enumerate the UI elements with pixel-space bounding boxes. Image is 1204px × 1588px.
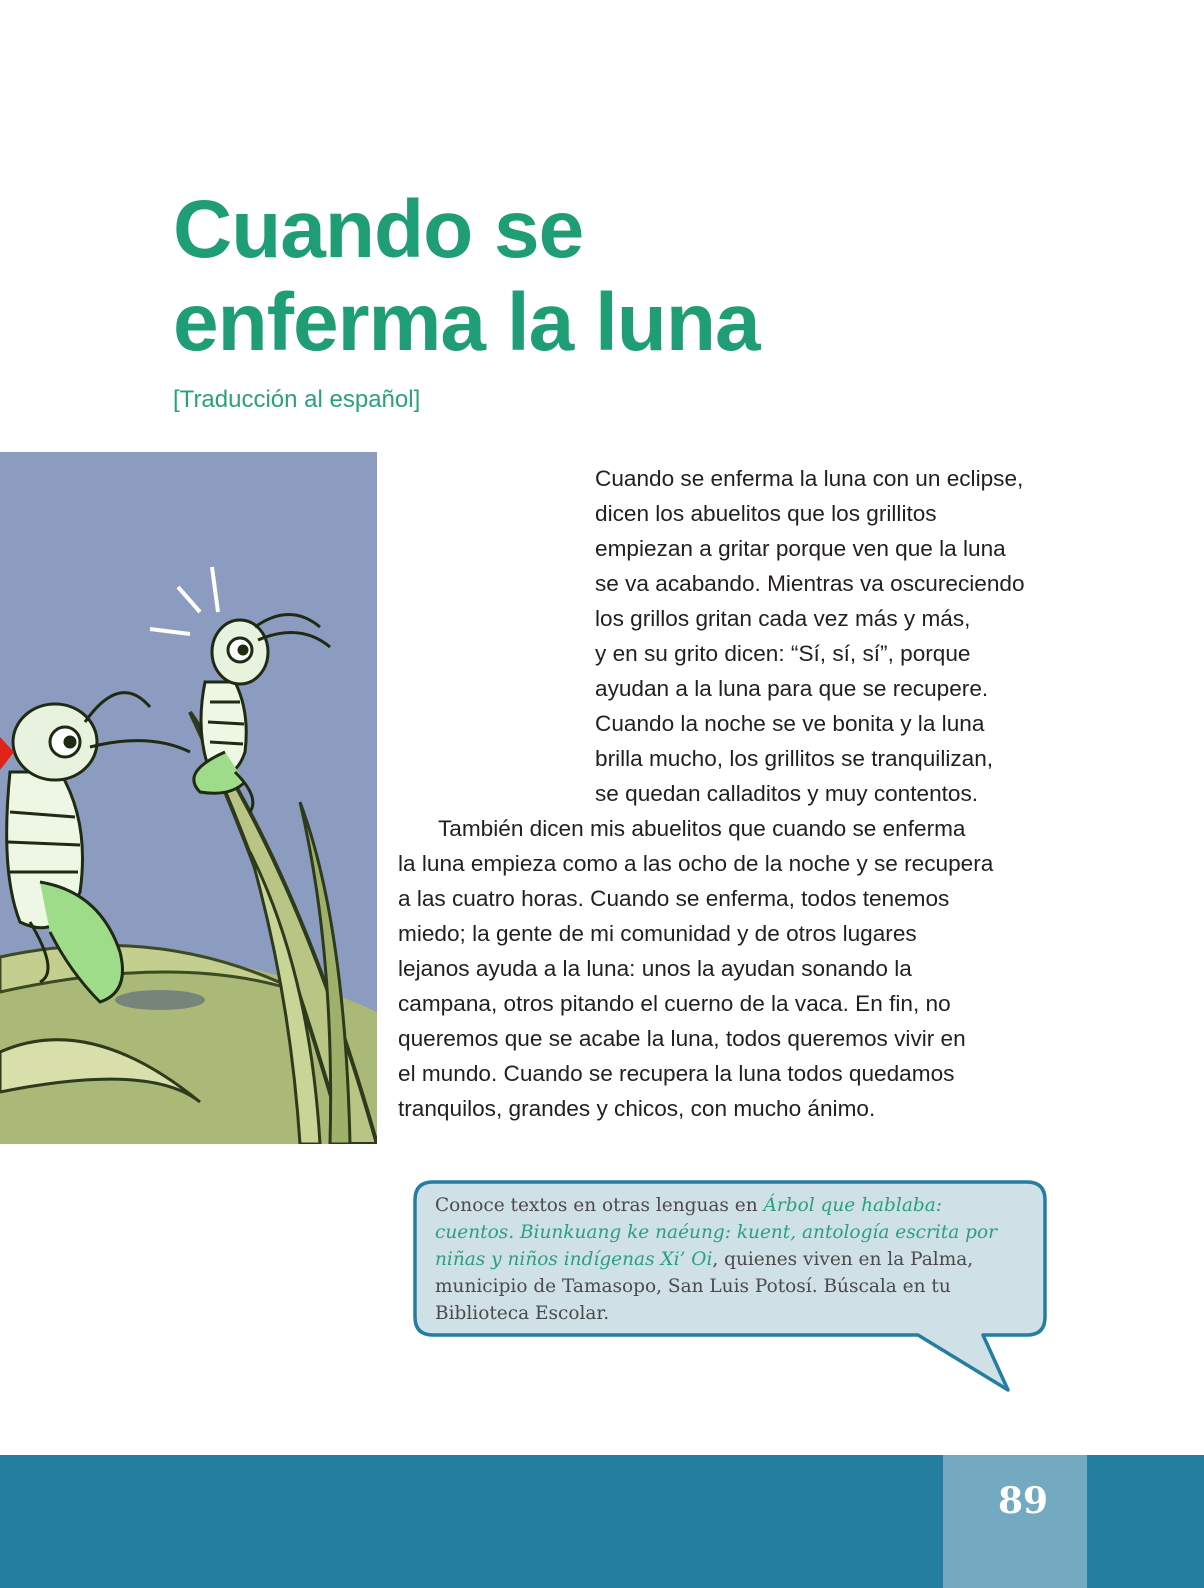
page-number: 89: [997, 1480, 1049, 1522]
poem-line: Cuando la noche se ve bonita y la luna: [595, 711, 985, 736]
prose-line: a las cuatro horas. Cuando se enferma, todos tenemos: [398, 886, 950, 911]
prose-line: miedo; la gente de mi comunidad y de otros lugares: [398, 921, 917, 946]
prose-line: queremos que se acabe la luna, todos queremos vivir en: [398, 1026, 966, 1051]
prose-line: la luna empieza como a las ocho de la noche y se recupera: [398, 851, 994, 876]
page-number-box: [943, 1455, 1087, 1588]
title-line-2: enferma la luna: [173, 277, 760, 368]
title-line-1: Cuando se: [173, 184, 584, 275]
subtitle: [Traducción al español]: [173, 386, 421, 413]
poem-line: y en su grito dicen: “Sí, sí, sí”, porque: [595, 641, 971, 666]
prose-line: También dicen mis abuelitos que cuando se enferma: [438, 816, 966, 841]
poem-line: se va acabando. Mientras va oscureciendo: [595, 571, 1025, 596]
note-rest: , quienes viven en la Palma, municipio de Tamasopo, San Luis Potosí. Búscala en tu Biblioteca Escolar.: [435, 1249, 974, 1324]
prose-line: lejanos ayuda a la luna: unos la ayudan sonando la: [398, 956, 912, 981]
page-title: [173, 183, 760, 369]
prose-line: campana, otros pitando el cuerno de la vaca. En fin, no: [398, 991, 951, 1016]
note-book-title: Árbol que hablaba: cuentos. Biunkuang ke naéung: kuent, antología escrita por niñas y niños indígenas Xi’ Oi: [435, 1195, 997, 1270]
poem-line: Cuando se enferma la luna con un eclipse,: [595, 466, 1024, 491]
poem-block: [595, 461, 1075, 811]
crickets-illustration: [0, 452, 377, 1144]
speech-bubble-note: [413, 1180, 1047, 1338]
poem-line: empiezan a gritar porque ven que la luna: [595, 536, 1006, 561]
note-intro: Conoce textos en otras lenguas en: [435, 1195, 764, 1216]
poem-line: dicen los abuelitos que los grillitos: [595, 501, 937, 526]
note-text: [435, 1192, 1025, 1327]
prose-paragraph: [398, 811, 1078, 1126]
prose-line: tranquilos, grandes y chicos, con mucho ánimo.: [398, 1096, 876, 1121]
prose-line: el mundo. Cuando se recupera la luna todos quedamos: [398, 1061, 955, 1086]
page-footer-bar: [0, 1455, 1204, 1588]
poem-line: los grillos gritan cada vez más y más,: [595, 606, 971, 631]
poem-line: se quedan calladitos y muy contentos.: [595, 781, 979, 806]
poem-line: brilla mucho, los grillitos se tranquilizan,: [595, 746, 994, 771]
poem-line: ayudan a la luna para que se recupere.: [595, 676, 989, 701]
